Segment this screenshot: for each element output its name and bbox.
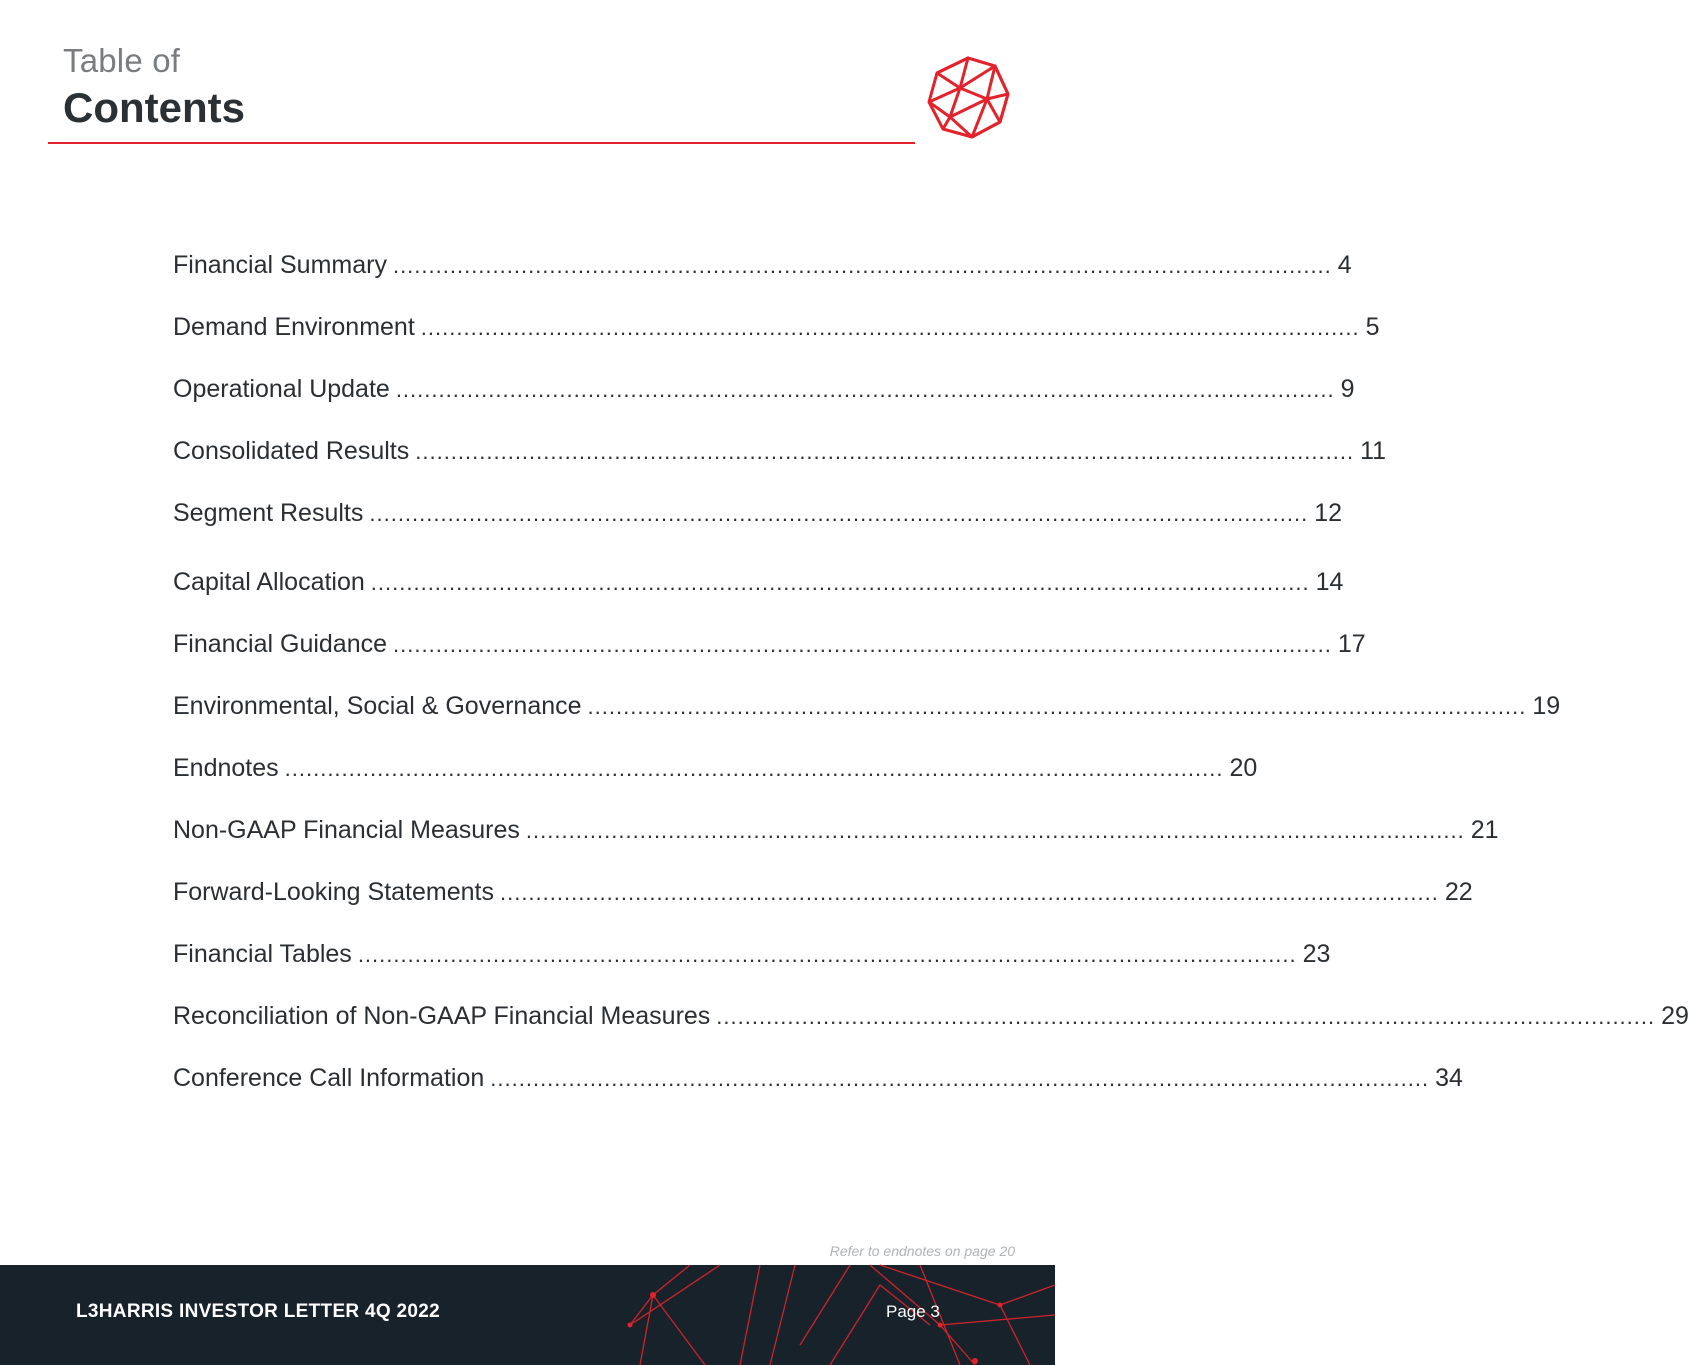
page-title: Contents: [63, 84, 245, 131]
toc-item-label: Demand Environment: [173, 313, 415, 341]
toc-item-financial-summary[interactable]: [173, 251, 1352, 287]
document-title: L3HARRIS INVESTOR LETTER 4Q 2022: [76, 1301, 441, 1322]
endnote-reference: Refer to endnotes on page 20: [829, 1243, 1015, 1259]
toc-item-conference-call[interactable]: [173, 1064, 1463, 1100]
toc-item-reconciliation[interactable]: [173, 1002, 1689, 1038]
toc-item-label: Financial Summary: [173, 251, 387, 279]
toc-item-consolidated-results[interactable]: [173, 437, 1387, 473]
toc-item-label: Consolidated Results: [173, 437, 410, 465]
page-title-light: Table of: [63, 42, 181, 79]
toc-item-segment-results[interactable]: [173, 499, 1343, 535]
page-number: Page 3: [886, 1302, 940, 1321]
toc-item-forward-looking-statements[interactable]: [173, 878, 1473, 914]
toc-item-page: 19: [1532, 692, 1561, 720]
toc-item-page: 9: [1340, 375, 1355, 403]
toc-item-page: 20: [1229, 754, 1258, 782]
toc-item-financial-guidance[interactable]: [173, 630, 1366, 666]
leader-dots: ....................................................................................................................................: [357, 942, 1297, 967]
toc-item-page: 11: [1360, 437, 1387, 465]
leader-dots: ....................................................................................................................................: [284, 756, 1224, 781]
toc-item-label: Forward-Looking Statements: [173, 878, 494, 906]
toc-item-page: 21: [1470, 816, 1499, 844]
toc-item-page: 22: [1444, 878, 1473, 906]
toc-item-label: Environmental, Social & Governance: [173, 692, 582, 720]
toc-item-endnotes[interactable]: [173, 754, 1258, 790]
toc-item-label: Financial Guidance: [173, 630, 388, 658]
toc-item-non-gaap-measures[interactable]: [173, 816, 1499, 852]
toc-item-page: 12: [1314, 499, 1343, 527]
toc-item-financial-tables[interactable]: [173, 940, 1331, 976]
toc-item-operational-update[interactable]: [173, 375, 1355, 411]
leader-dots: ....................................................................................................................................: [392, 253, 1332, 278]
toc-item-label: Financial Tables: [173, 940, 352, 968]
title-divider: [48, 142, 915, 144]
toc-item-demand-environment[interactable]: [173, 313, 1380, 349]
toc-item-capital-allocation[interactable]: [173, 568, 1344, 604]
toc-item-page: 34: [1435, 1064, 1463, 1092]
leader-dots: ....................................................................................................................................: [415, 439, 1355, 464]
toc-item-label: Conference Call Information: [173, 1064, 485, 1092]
toc-item-label: Operational Update: [173, 375, 390, 403]
leader-dots: ....................................................................................................................................: [370, 570, 1310, 595]
toc-item-page: 14: [1315, 568, 1344, 596]
geodesic-sphere-icon: [925, 55, 1011, 141]
toc-item-page: 5: [1365, 313, 1380, 341]
leader-dots: ....................................................................................................................................: [490, 1066, 1430, 1091]
toc-item-label: Endnotes: [173, 754, 279, 782]
toc-item-page: 4: [1337, 251, 1352, 279]
leader-dots: ....................................................................................................................................: [716, 1004, 1656, 1029]
toc-item-label: Non-GAAP Financial Measures: [173, 816, 520, 844]
leader-dots: ....................................................................................................................................: [525, 818, 1465, 843]
toc-item-esg[interactable]: [173, 692, 1561, 728]
toc-item-label: Segment Results: [173, 499, 364, 527]
toc-item-page: 23: [1302, 940, 1331, 968]
leader-dots: ....................................................................................................................................: [395, 377, 1335, 402]
toc-item-page: 29: [1661, 1002, 1689, 1030]
toc-item-page: 17: [1337, 630, 1366, 658]
leader-dots: ....................................................................................................................................: [499, 880, 1439, 905]
leader-dots: ....................................................................................................................................: [369, 501, 1309, 526]
leader-dots: ....................................................................................................................................: [587, 694, 1527, 719]
footer-bar: [0, 1265, 1055, 1365]
leader-dots: ....................................................................................................................................: [393, 632, 1332, 657]
toc-item-label: Capital Allocation: [173, 568, 365, 596]
leader-dots: ....................................................................................................................................: [420, 315, 1360, 340]
toc-item-label: Reconciliation of Non-GAAP Financial Measures: [173, 1002, 711, 1030]
